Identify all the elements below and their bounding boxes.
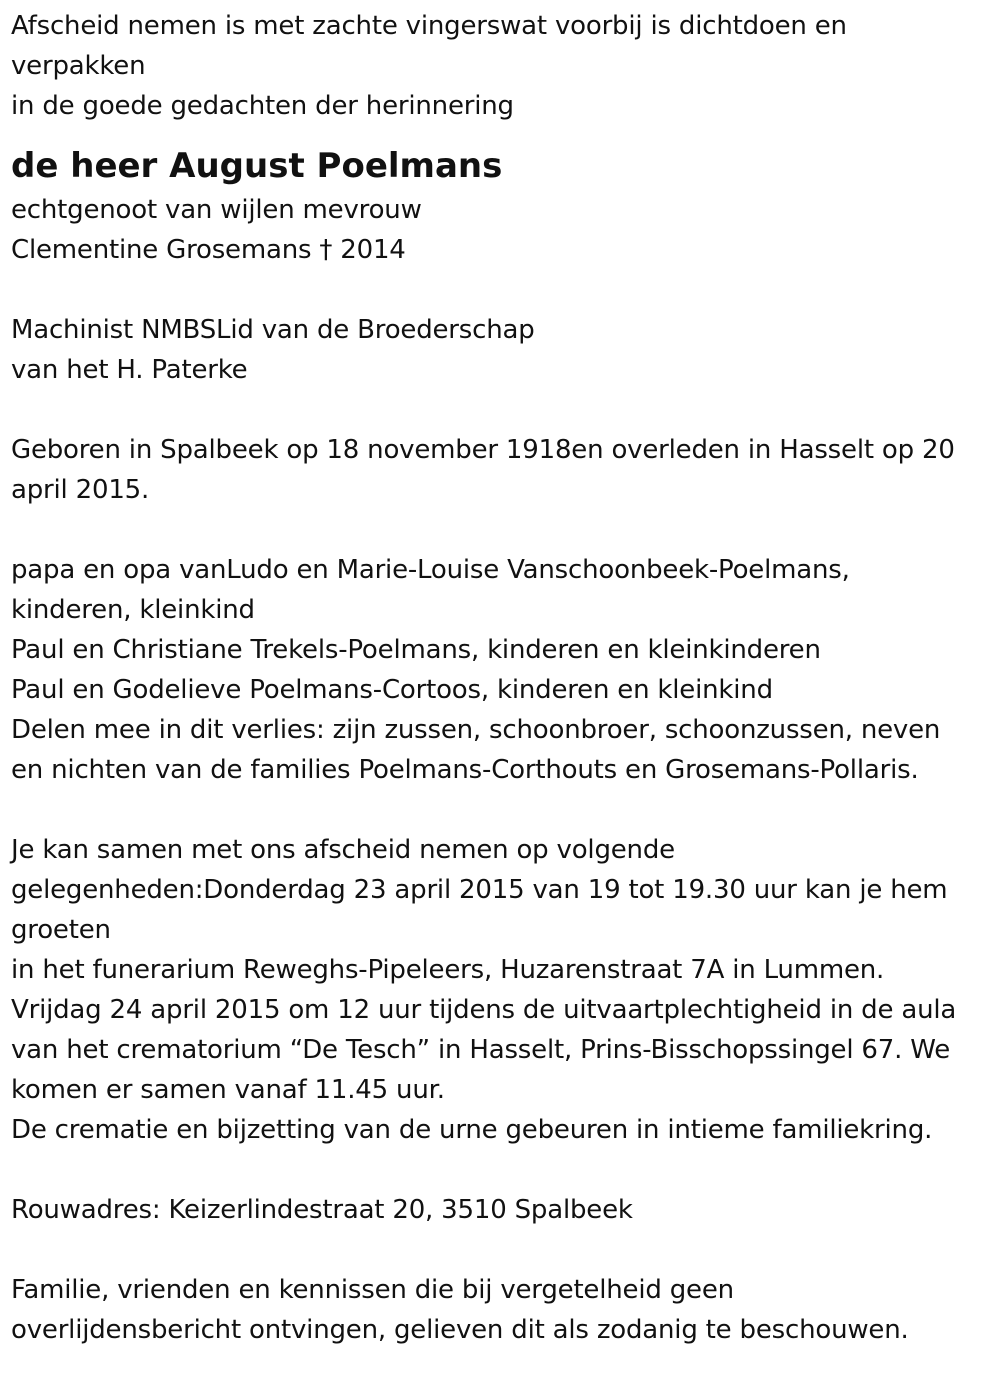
ceremony-line: groeten (11, 915, 111, 945)
intro-line: in de goede gedachten der herinnering (11, 91, 514, 121)
spouse-info (11, 190, 986, 270)
spacer (11, 270, 986, 310)
spacer (11, 1150, 986, 1190)
ceremony-line: gelegenheden:Donderdag 23 april 2015 van 19 tot 19.30 uur kan je hem (11, 875, 948, 905)
family-info (11, 550, 986, 790)
family-line: en nichten van de families Poelmans-Corthouts en Grosemans-Pollaris. (11, 755, 919, 785)
closing-line: Familie, vrienden en kennissen die bij vergetelheid geen (11, 1275, 734, 1305)
ceremony-line: Vrijdag 24 april 2015 om 12 uur tijdens de uitvaartplechtigheid in de aula (11, 995, 957, 1025)
spacer (11, 1230, 986, 1270)
ceremony-line: De crematie en bijzetting van de urne gebeuren in intieme familiekring. (11, 1115, 933, 1145)
spouse-line: echtgenoot van wijlen mevrouw (11, 195, 422, 225)
death-notice (11, 0, 986, 1350)
intro-line: Afscheid nemen is met zachte vingerswat voorbij is dichtdoen en (11, 11, 847, 41)
intro-line: verpakken (11, 51, 146, 81)
ceremony-line: van het crematorium “De Tesch” in Hasselt, Prins-Bisschopssingel 67. We (11, 1035, 951, 1065)
address-line: Rouwadres: Keizerlindestraat 20, 3510 Spalbeek (11, 1195, 633, 1225)
deceased-name: de heer August Poelmans (11, 146, 503, 186)
closing-info (11, 1270, 986, 1350)
family-line: kinderen, kleinkind (11, 595, 255, 625)
family-line: Paul en Christiane Trekels-Poelmans, kinderen en kleinkinderen (11, 635, 821, 665)
occupation-info (11, 310, 986, 390)
spacer (11, 790, 986, 830)
intro-verse (11, 6, 986, 126)
address-info (11, 1190, 986, 1230)
spacer (11, 510, 986, 550)
spouse-line: Clementine Grosemans † 2014 (11, 235, 406, 265)
spacer (11, 390, 986, 430)
birth-death-line: april 2015. (11, 475, 150, 505)
ceremony-line: komen er samen vanaf 11.45 uur. (11, 1075, 445, 1105)
ceremony-line: Je kan samen met ons afscheid nemen op volgende (11, 835, 675, 865)
ceremony-line: in het funerarium Reweghs-Pipeleers, Huzarenstraat 7A in Lummen. (11, 955, 885, 985)
ceremony-info (11, 830, 986, 1150)
family-line: papa en opa vanLudo en Marie-Louise Vanschoonbeek-Poelmans, (11, 555, 850, 585)
occupation-line: Machinist NMBSLid van de Broederschap (11, 315, 535, 345)
birth-death-info (11, 430, 986, 510)
family-line: Paul en Godelieve Poelmans-Cortoos, kinderen en kleinkind (11, 675, 773, 705)
occupation-line: van het H. Paterke (11, 355, 248, 385)
birth-death-line: Geboren in Spalbeek op 18 november 1918en overleden in Hasselt op 20 (11, 435, 955, 465)
closing-line: overlijdensbericht ontvingen, gelieven dit als zodanig te beschouwen. (11, 1315, 909, 1345)
family-line: Delen mee in dit verlies: zijn zussen, schoonbroer, schoonzussen, neven (11, 715, 941, 745)
